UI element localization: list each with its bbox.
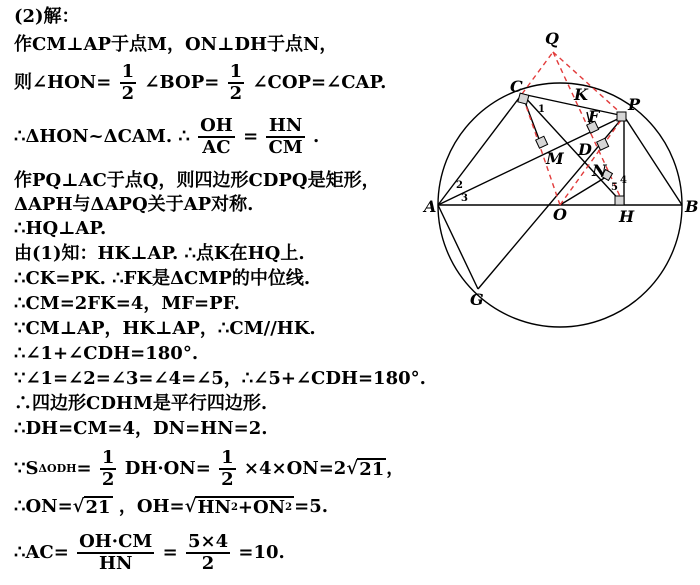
fraction: $\frac{1}{2}$ bbox=[221, 447, 234, 490]
line-1: 作CM⊥AP于点M，ON⊥DH于点N， bbox=[14, 34, 338, 55]
label-F: F bbox=[588, 107, 600, 126]
line-6: ∴HQ⊥AP. bbox=[14, 218, 107, 239]
angle-label-5: 5 bbox=[611, 182, 618, 193]
angle-label-2: 2 bbox=[456, 180, 463, 191]
fraction: $\frac{OH}{AC}$ bbox=[200, 115, 233, 158]
fraction: $\frac{5\times 4}{2}$ bbox=[187, 531, 229, 574]
line-12: ∵∠1=∠2=∠3=∠4=∠5，∴∠5+∠CDH=180°. bbox=[14, 368, 426, 389]
label-D: D bbox=[578, 140, 592, 159]
line-2: 则∠HON= $\frac{1}{2}$ ∠BOP= $\frac{1}{2}$ ∠COP=∠CAP. bbox=[14, 61, 387, 104]
label-C: C bbox=[510, 77, 523, 96]
line-8: ∴CK=PK. ∴FK是ΔCMP的中位线. bbox=[14, 268, 311, 289]
label-K: K bbox=[574, 85, 588, 104]
line-17: ∴AC= $\frac{OH\cdot CM}{HN}$ = $\frac{5\times 4}{2}$ =10. bbox=[14, 531, 285, 574]
fraction: $\frac{1}{2}$ bbox=[229, 61, 243, 104]
line-13: ∴四边形CDHM是平行四边形. bbox=[14, 393, 268, 414]
angle-label-3: 3 bbox=[461, 193, 468, 204]
line-10: ∵CM⊥AP，HK⊥AP，∴CM//HK. bbox=[14, 318, 316, 339]
segment-ON bbox=[560, 177, 606, 205]
line-11: ∴∠1+∠CDH=180°. bbox=[14, 343, 199, 364]
label-N: N bbox=[592, 161, 607, 180]
fraction: $\frac{HN}{CM}$ bbox=[268, 115, 303, 158]
solution-heading: (2)解： bbox=[14, 6, 80, 27]
fraction: $\frac{1}{2}$ bbox=[121, 61, 135, 104]
fraction: $\frac{1}{2}$ bbox=[101, 447, 115, 490]
label-M: M bbox=[546, 149, 564, 168]
right-angle-mark bbox=[536, 136, 548, 148]
line-15: ∵SΔODH= $\frac{1}{2}$ DH·ON= $\frac{1}{2}$ ×4×ON=2√21 ， bbox=[14, 447, 405, 490]
line-5: ΔAPH与ΔAPQ关于AP对称. bbox=[14, 194, 254, 215]
angle-label-4: 4 bbox=[620, 175, 627, 186]
line-16: ∴ON=√21 ，OH=√HN2+ON2 =5. bbox=[14, 496, 328, 518]
line-7: 由(1)知：HK⊥AP. ∴点K在HQ上. bbox=[14, 243, 305, 264]
segment-AG bbox=[438, 205, 478, 289]
line-4: 作PQ⊥AC于点Q，则四边形CDPQ是矩形， bbox=[14, 170, 380, 191]
line-3: ∴ΔHON~ΔCAM. ∴ $\frac{OH}{AC}$ = $\frac{HN}{CM}$ . bbox=[14, 115, 320, 158]
label-O: O bbox=[553, 205, 567, 224]
label-G: G bbox=[470, 290, 484, 309]
label-H: H bbox=[619, 207, 635, 226]
line-9: ∴CM=2FK=4，MF=PF. bbox=[14, 293, 240, 314]
right-angle-mark bbox=[615, 196, 624, 205]
label-Q: Q bbox=[545, 29, 559, 48]
label-B: B bbox=[685, 197, 699, 216]
angle-label-1: 1 bbox=[538, 104, 545, 115]
label-P: P bbox=[628, 95, 641, 114]
right-angle-mark bbox=[597, 138, 609, 150]
line-14: ∴DH=CM=4，DN=HN=2. bbox=[14, 418, 268, 439]
label-A: A bbox=[424, 197, 437, 216]
right-angle-mark bbox=[617, 112, 626, 121]
fraction: $\frac{OH\cdot CM}{HN}$ bbox=[79, 531, 153, 574]
